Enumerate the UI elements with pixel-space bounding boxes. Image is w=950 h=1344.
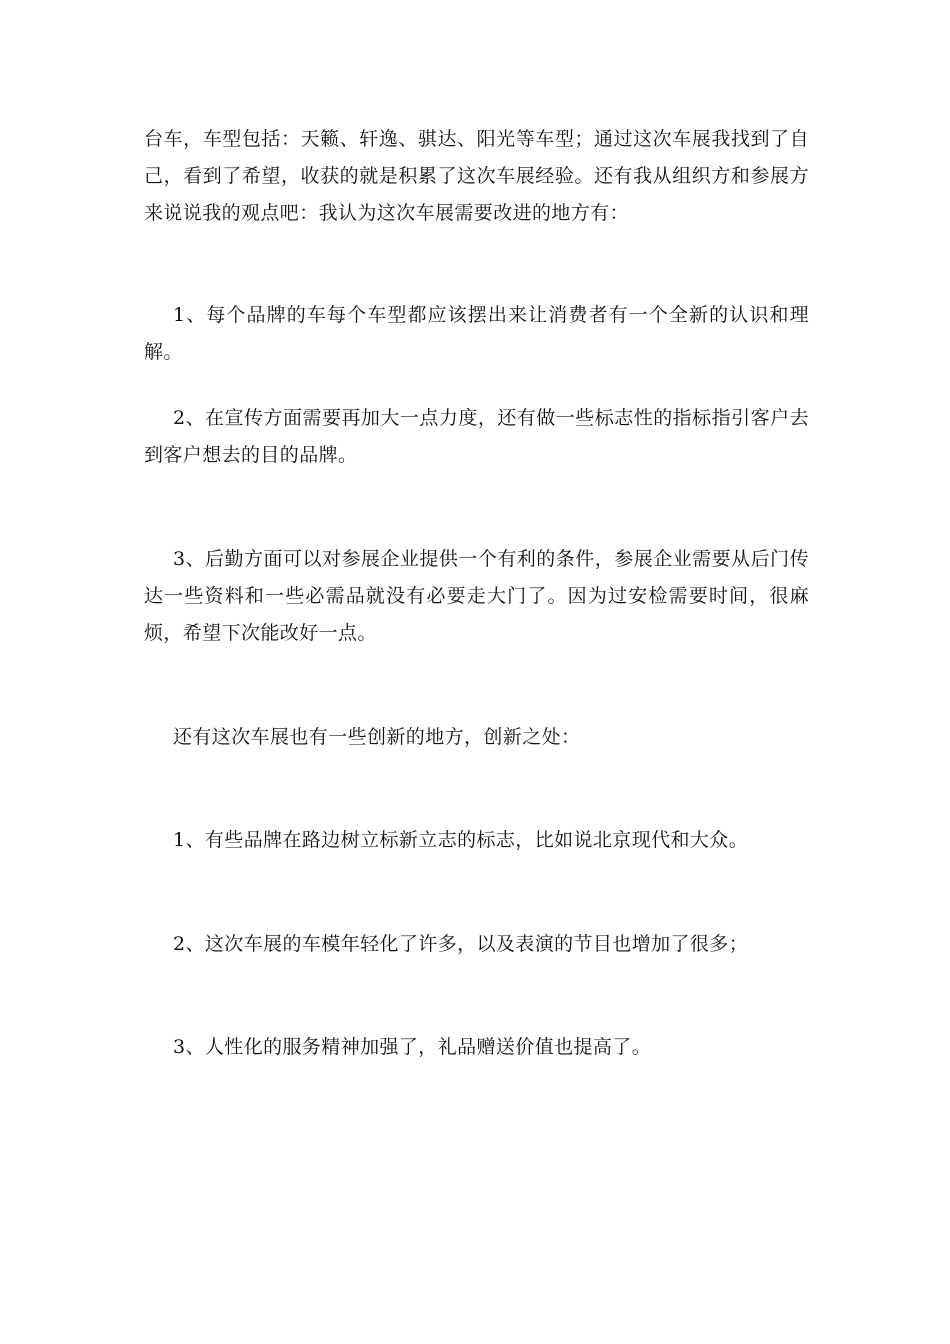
- paragraph-improvement-2: 2、在宣传方面需要再加大一点力度，还有做一些标志性的指标指引客户去到客户想去的目的品牌。: [144, 407, 809, 466]
- paragraph-innovation-2: 2、这次车展的车模年轻化了许多，以及表演的节目也增加了很多；: [173, 933, 749, 955]
- paragraph-improvement-1: 1、每个品牌的车每个车型都应该摆出来让消费者有一个全新的认识和理解。: [144, 304, 809, 363]
- paragraph-improvement-3: 3、后勤方面可以对参展企业提供一个有利的条件，参展企业需要从后门传达一些资料和一些必需品就没有必要走大门了。因为过安检需要时间，很麻烦，希望下次能改好一点。: [144, 548, 809, 644]
- paragraph-intro: 台车，车型包括：天籁、轩逸、骐达、阳光等车型；通过这次车展我找到了自己，看到了希望，收获的就是积累了这次车展经验。还有我从组织方和参展方来说说我的观点吧：我认为这次车展需要改进的地方有：: [144, 128, 809, 224]
- paragraph-innovation-intro: 还有这次车展也有一些创新的地方，创新之处：: [173, 726, 581, 748]
- paragraph-innovation-1: 1、有些品牌在路边树立标新立志的标志，比如说北京现代和大众。: [173, 829, 749, 851]
- paragraph-innovation-3: 3、人性化的服务精神加强了，礼品赠送价值也提高了。: [173, 1036, 652, 1058]
